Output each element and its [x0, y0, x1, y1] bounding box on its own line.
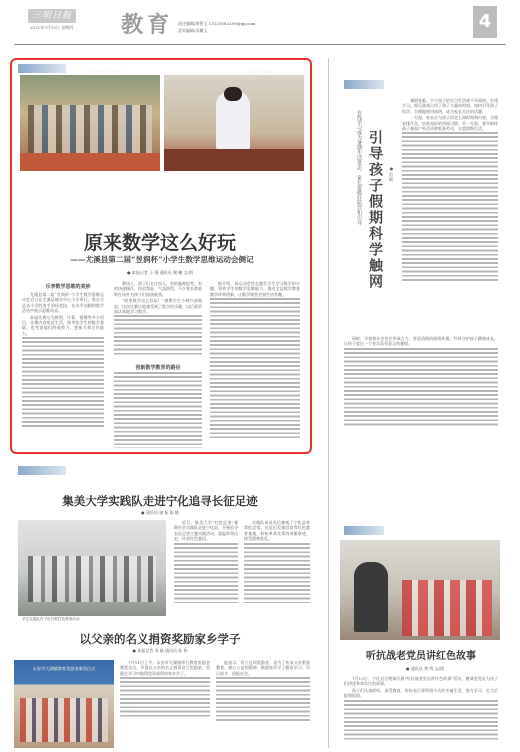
photo1-caption: 学生动手操作比赛现场	[86, 70, 122, 74]
masthead-rule	[14, 44, 506, 45]
story3-photo	[14, 660, 114, 748]
story2-photo	[18, 520, 166, 616]
story2-photo-caption: 学生实践队在宁化开展红色教育活动	[22, 617, 80, 621]
story2-col1: 近日，集美大学“红色足迹”暑期社会实践队走进宁化县，开展追寻长征足迹主题实践活动，重温革命历史，传承红色基因。	[174, 520, 238, 626]
story1-col1: 尤溪县第二届“昱润杯”小学生数学思维运动会近日在尤溪县城关中心小学举行。来自全县各小学的选手同场竞技，在动手动脑的数学活动中展示思维风采。 本届比赛分为拼图、计算、推理等多个项目，比赛内容贴近生活，既考验学生的数学基础，也考查他们的观察力、想象力和合作能力。	[22, 292, 104, 450]
sidebar-col-top: 暑假来临，不少孩子的学习生活离不开网络。在线学习、娱乐游戏占用了孩子大量的时间，如何引导孩子科学、合理地使用网络，成为家长关注的话题。 一方面，家长应与孩子约定上网时间和内容，合理安排作息，培养良好的用网习惯；另一方面，要多陪伴孩子参加户外活动和家务劳动，丰富假期生活。	[402, 98, 498, 323]
sidebar-kicker: 在线学习成为暑期生活常态，家长要做好陪伴和引导	[356, 110, 362, 225]
photo-table	[20, 153, 160, 171]
issue-date: 2021年7月15日 星期四	[30, 25, 74, 30]
editor-info: 责任编辑/胡智玉 13125583299@qq.com	[178, 21, 256, 26]
story4-headline: 听抗战老党员讲红色故事	[366, 651, 476, 662]
story2-tag: 视窗	[18, 466, 66, 475]
sidebar-col-bottom: 同时，学校和社会也应形成合力，营造清朗的网络环境，共同守护孩子健康成长，让孩子度过一个充实而有意义的暑假。	[344, 336, 498, 432]
design-info: 美术编辑/吴璐玉	[178, 28, 208, 33]
sidebar-author: ● 范 敏	[389, 166, 394, 182]
story4-photo	[340, 540, 500, 640]
story4-body: 7月13日，宁化县石壁镇开展“听抗战老党员讲红色故事”活动，邀请老党员为孩子们讲述革命年代的故事。 孩子们认真聆听，深受教育，纷纷表示要珍惜今天的幸福生活，努力学习，长大后报效祖国。	[344, 676, 498, 748]
story1-byline: ● 本报记者 王 强 通讯员 谢 曦 文/图	[127, 270, 193, 275]
photo-banner-text: 永安市大湖镇教育奖励金颁奖仪式	[32, 666, 96, 671]
focus-tag	[18, 64, 66, 73]
story1-photo-right	[164, 75, 304, 171]
story1-headline: 原来数学这么好玩	[83, 232, 236, 254]
story3-col1: 7月11日上午，永安市大湖镇举行教育奖励金颁奖仪式。乡贤以父亲的名义捐资设立奖励金，奖励在学习中取得优异成绩的家乡学子。	[120, 660, 210, 748]
section-title: 教育	[121, 12, 174, 38]
photo-children	[402, 580, 492, 636]
sidebar-title: 引导孩子假期科学触网	[367, 130, 383, 290]
page-number: 4	[478, 11, 492, 32]
story3-col2: 他表示，设立这项奖励金，是为了传承父亲重视教育、热心公益的精神，鼓励家乡学子勤奋学习、早日成才，回报社会。	[216, 660, 310, 748]
story2-col2: 实践队成员先后参观了宁化县革命纪念馆、长征出发地旧址等红色教育基地，聆听革命先辈的英雄事迹，接受精神洗礼。	[244, 520, 310, 626]
photo-group	[28, 556, 156, 602]
story1-photo-left	[20, 75, 160, 171]
paper-logo: 三明日报	[28, 9, 76, 23]
story2-byline: ● 通讯员 谢 振 陈 晓	[141, 510, 179, 515]
photo-student-hair	[224, 87, 242, 101]
story4-byline: ● 通讯员 曾 鸣 文/图	[406, 666, 444, 671]
column-divider	[328, 58, 329, 748]
story4-tag	[344, 526, 384, 535]
story2-headline: 集美大学实践队走进宁化追寻长征足迹	[62, 494, 258, 508]
page-number-box	[473, 6, 497, 38]
story3-headline: 以父亲的名义捐资奖励家乡学子	[79, 632, 241, 646]
photo-desk	[164, 149, 304, 171]
story1-col2b	[114, 372, 202, 450]
masthead	[0, 0, 520, 46]
story1-col2: 赛场上，孩子们专注投入，有的凝神思考，有的快速操作，你追我赶，气氛热烈。不少家长和老师在场外为孩子们加油鼓劲。 “原来数学这么好玩！”参赛学生小林兴奋地说，这次比赛让他感受到了数学的乐趣，以后要更加认真地学习数学。	[114, 281, 202, 363]
photo-elder	[354, 562, 388, 632]
photo-people	[28, 105, 152, 155]
photo2-caption: 学生在比赛中	[250, 70, 272, 74]
story1-subheadline: ——尤溪县第二届“昱润杯”小学生数学思维运动会侧记	[70, 255, 254, 264]
sidebar-tag: 教育	[344, 80, 384, 89]
story3-byline: ● 本报记者 邓 斌 通讯员 陈 伟	[132, 648, 188, 653]
story1-col3: 据介绍，该运动会旨在激发学生学习数学的兴趣，培养学生的数学思维能力，推动全县数学教育教学改革创新，让数学课堂更加生动有趣。	[210, 281, 300, 450]
story1-subhead-a: 乐享数学思维的美妙	[45, 284, 91, 290]
photo-recipients	[20, 698, 108, 742]
story1-subhead-b: 创新数学教育的路径	[135, 365, 181, 371]
